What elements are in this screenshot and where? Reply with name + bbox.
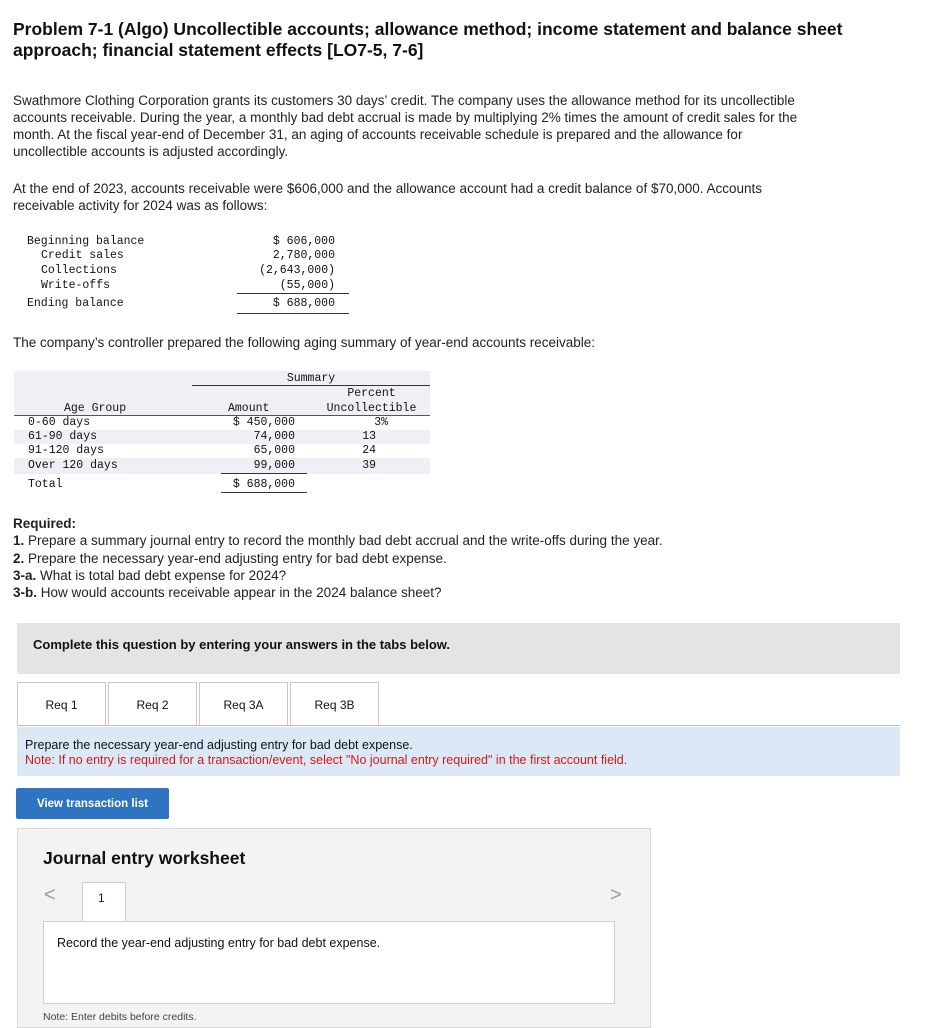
required-item: 3-b. How would accounts receivable appear in the 2024 balance sheet? bbox=[13, 585, 442, 601]
required-item: 2. Prepare the necessary year-end adjusting entry for bad debt expense. bbox=[13, 550, 447, 566]
activity-value: $ 606,000 bbox=[272, 235, 335, 248]
instructions-panel bbox=[17, 727, 900, 776]
record-entry-text: Record the year-end adjusting entry for bad debt expense. bbox=[57, 936, 381, 950]
required-item: 3-a. What is total bad debt expense for 2024? bbox=[13, 567, 287, 583]
aging-age: 91-120 days bbox=[28, 444, 104, 457]
worksheet-page-tab[interactable] bbox=[82, 882, 126, 923]
tab-req-3b[interactable]: Req 3B bbox=[290, 682, 379, 726]
aging-amount: $ 450,000 bbox=[232, 416, 295, 429]
record-entry-box bbox=[43, 921, 615, 1004]
complete-banner bbox=[17, 623, 900, 674]
worksheet-title: Journal entry worksheet bbox=[43, 848, 246, 868]
complete-banner-text: Complete this question by entering your answers in the tabs below. bbox=[33, 637, 451, 652]
tab-req-2[interactable]: Req 2 bbox=[108, 682, 197, 726]
activity-value: (55,000) bbox=[279, 279, 335, 292]
required-section bbox=[13, 515, 913, 601]
intro-line: Swathmore Clothing Corporation grants its customers 30 days’ credit. The company uses the allowance method for its uncollectible bbox=[13, 93, 795, 108]
intro-line: month. At the fiscal year-end of December 31, an aging of accounts receivable schedule is prepared and the allowance for bbox=[13, 127, 743, 142]
required-heading: Required: bbox=[13, 516, 77, 531]
instructions-text: Prepare the necessary year-end adjusting entry for bad debt expense. bbox=[25, 738, 413, 752]
activity-table bbox=[27, 235, 349, 317]
receivable-line: At the end of 2023, accounts receivable were $606,000 and the allowance account had a credit balance of $70,000. Accounts bbox=[13, 181, 763, 196]
total-rule bbox=[237, 313, 349, 314]
view-transaction-list-button[interactable]: View transaction list bbox=[16, 788, 169, 819]
activity-label: Ending balance bbox=[27, 297, 124, 310]
aging-pct: 39 bbox=[362, 459, 376, 472]
summary-rule bbox=[192, 385, 430, 386]
activity-value: $ 688,000 bbox=[272, 297, 335, 310]
chevron-left-icon[interactable]: < bbox=[44, 884, 56, 906]
activity-label: Beginning balance bbox=[27, 235, 145, 248]
aging-total-rule bbox=[221, 492, 307, 493]
tab-bar-rule bbox=[17, 725, 900, 726]
instructions-note: Note: If no entry is required for a transaction/event, select "No journal entry required" in the first account field. bbox=[25, 753, 628, 767]
activity-label: Collections bbox=[41, 264, 117, 277]
activity-label: Write-offs bbox=[41, 279, 111, 292]
tab-req-1[interactable]: Req 1 bbox=[17, 682, 106, 726]
receivable-paragraph bbox=[13, 180, 913, 214]
aging-age: 0-60 days bbox=[28, 416, 91, 429]
col-percent-line2: Uncollectible bbox=[326, 402, 417, 415]
aging-age: 61-90 days bbox=[28, 430, 98, 443]
aging-amount: 74,000 bbox=[253, 430, 295, 443]
aging-pct: 3% bbox=[374, 416, 388, 429]
col-percent-line1: Percent bbox=[347, 387, 396, 400]
aging-amount: 65,000 bbox=[253, 444, 295, 457]
problem-title-line-1: Problem 7-1 (Algo) Uncollectible accounts; allowance method; income statement and balance sheet bbox=[13, 19, 843, 39]
page-number: 1 bbox=[98, 891, 105, 905]
intro-line: uncollectible accounts is adjusted accordingly. bbox=[13, 144, 289, 159]
aging-amount: 99,000 bbox=[253, 459, 295, 472]
intro-line: accounts receivable. During the year, a monthly bad debt accrual is made by multiplying 2% times the amount of credit sales for the bbox=[13, 110, 798, 125]
problem-title-line-2: approach; financial statement effects [LO7-5, 7-6] bbox=[13, 40, 424, 60]
intro-paragraph bbox=[13, 92, 913, 160]
col-amount: Amount bbox=[228, 402, 270, 415]
required-item: 1. Prepare a summary journal entry to record the monthly bad debt accrual and the write-offs during the year. bbox=[13, 533, 663, 549]
aging-total-amount: $ 688,000 bbox=[232, 478, 295, 491]
activity-value: 2,780,000 bbox=[272, 249, 335, 262]
aging-summary-table bbox=[14, 371, 430, 498]
aging-total-label: Total bbox=[28, 478, 63, 491]
activity-label: Credit sales bbox=[41, 249, 124, 262]
problem-title bbox=[13, 19, 913, 61]
summary-header: Summary bbox=[286, 372, 336, 385]
activity-value: (2,643,000) bbox=[259, 264, 335, 277]
aging-pct: 24 bbox=[362, 444, 376, 457]
tab-req-3a[interactable]: Req 3A bbox=[199, 682, 288, 726]
chevron-right-icon[interactable]: > bbox=[610, 884, 622, 906]
aging-age: Over 120 days bbox=[28, 459, 118, 472]
debits-note: Note: Enter debits before credits. bbox=[43, 1011, 197, 1023]
aging-pct: 13 bbox=[362, 430, 376, 443]
receivable-line: receivable activity for 2024 was as follows: bbox=[13, 198, 268, 213]
subtotal-rule bbox=[237, 293, 349, 294]
aging-intro: The company’s controller prepared the following aging summary of year-end accounts receivable: bbox=[13, 335, 596, 350]
col-age-group: Age Group bbox=[64, 402, 127, 415]
